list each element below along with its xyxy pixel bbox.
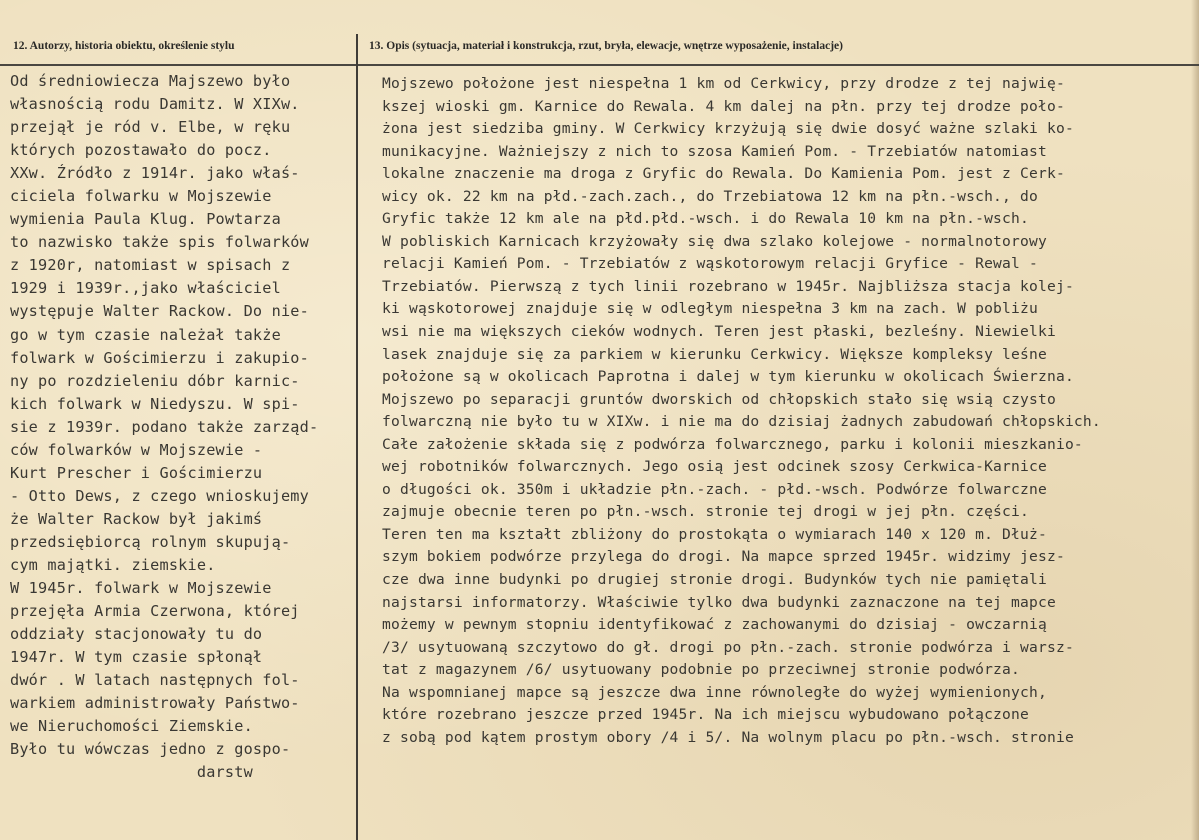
text-line: W pobliskich Karnicach krzyżowały się dwa szlako kolejowe - normalnotorowy bbox=[382, 232, 1047, 250]
text-line: Mojszewo położone jest niespełna 1 km od Cerkwicy, przy drodze z tej najwię- bbox=[382, 75, 1065, 92]
text-line: relacji Kamień Pom. - Trzebiatów z wąskotorowym relacji Gryfice - Rewal - bbox=[382, 255, 1038, 273]
text-line: ciciela folwarku w Mojszewie bbox=[10, 187, 272, 206]
text-line: oddziały stacjonowały tu do bbox=[10, 625, 263, 644]
text-line: Trzebiatów. Pierwszą z tych linii rozebrano w 1945r. Najbliższa stacja kolej- bbox=[382, 277, 1074, 295]
text-line: lokalne znaczenie ma droga z Gryfic do Rewala. Do Kamienia Pom. jest z Cerk- bbox=[382, 165, 1065, 183]
text-line: wymienia Paula Klug. Powtarza bbox=[10, 210, 281, 229]
text-line: XXw. Źródło z 1914r. jako właś- bbox=[10, 164, 300, 183]
text-line: występuje Walter Rackow. Do nie- bbox=[10, 302, 309, 321]
text-line: żona jest siedziba gminy. W Cerkwicy krzyżują się dwie dosyć ważne szlaki ko- bbox=[382, 120, 1074, 138]
text-line: przejęła Armia Czerwona, której bbox=[10, 602, 300, 621]
text-line: sie z 1939r. podano także zarząd- bbox=[10, 417, 319, 436]
text-line: kich folwark w Niedyszu. W spi- bbox=[10, 394, 300, 413]
text-line: o długości ok. 350m i układzie płn.-zach. - płd.-wsch. Podwórze folwarczne bbox=[382, 480, 1047, 498]
header-rule-left bbox=[0, 64, 358, 66]
text-line: warkiem administrowały Państwo- bbox=[10, 694, 300, 713]
text-line: cym majątki. ziemskie. bbox=[10, 555, 216, 574]
text-line: ny po rozdzieleniu dóbr karnic- bbox=[10, 371, 300, 390]
description-text-column bbox=[382, 73, 1197, 749]
text-line: zajmuje obecnie teren po płn.-wsch. stronie tej drogi w jej płn. części. bbox=[382, 503, 1030, 521]
column-divider bbox=[356, 34, 358, 840]
text-line: ców folwarków w Mojszewie - bbox=[10, 440, 263, 459]
text-line: których pozostawało do pocz. bbox=[10, 141, 272, 160]
header-rule-right bbox=[357, 64, 1199, 66]
text-line: z 1920r, natomiast w spisach z bbox=[10, 256, 291, 275]
text-line: własnością rodu Damitz. W XIXw. bbox=[10, 95, 300, 114]
text-line: 1929 i 1939r.,jako właściciel bbox=[10, 279, 281, 298]
section-12-header: 12. Autorzy, historia obiektu, określenie stylu bbox=[13, 40, 235, 52]
text-line: we Nieruchomości Ziemskie. bbox=[10, 717, 253, 736]
text-line: ki wąskotorowej znajduje się w odległym niespełna 3 km na zach. W pobliżu bbox=[382, 300, 1038, 318]
text-line: wsi nie ma większych cieków wodnych. Teren jest płaski, bezleśny. Niewielki bbox=[382, 323, 1056, 341]
text-line: munikacyjne. Ważniejszy z nich to szosa Kamień Pom. - Trzebiatów natomiast bbox=[382, 142, 1047, 160]
text-line: lasek znajduje się za parkiem w kierunku Cerkwicy. Większe kompleksy leśne bbox=[382, 345, 1047, 363]
text-line: Było tu wówczas jedno z gospo- bbox=[10, 740, 291, 759]
text-line: z sobą pod kątem prostym obory /4 i 5/. Na wolnym placu po płn.-wsch. stronie bbox=[382, 728, 1074, 746]
text-line: Całe założenie składa się z podwórza folwarcznego, parku i kolonii mieszkanio- bbox=[382, 435, 1083, 453]
text-line: go w tym czasie należał także bbox=[10, 325, 281, 344]
text-line: które rozebrano jeszcze przed 1945r. Na ich miejscu wybudowano połączone bbox=[382, 706, 1030, 724]
text-line: Na wspomnianej mapce są jeszcze dwa inne równoległe do wyżej wymienionych, bbox=[382, 683, 1047, 701]
text-line: to nazwisko także spis folwarków bbox=[10, 233, 309, 252]
text-line: - Otto Dews, z czego wnioskujemy bbox=[10, 486, 309, 505]
text-line: dwór . W latach następnych fol- bbox=[10, 671, 300, 690]
text-line: położone są w okolicach Paprotna i dalej w tym kierunku w okolicach Świerzna. bbox=[382, 368, 1074, 386]
text-line: możemy w pewnym stopniu identyfikować z zachowanymi do dzisiaj - owczarnią bbox=[382, 616, 1047, 634]
text-line: najstarsi informatorzy. Właściwie tylko dwa budynki zaznaczone na tej mapce bbox=[382, 593, 1056, 611]
text-line: tat z magazynem /6/ usytuowany podobnie po przeciwnej stronie podwórza. bbox=[382, 661, 1021, 679]
text-line: wicy ok. 22 km na płd.-zach.zach., do Trzebiatowa 12 km na płn.-wsch., do bbox=[382, 187, 1038, 205]
text-line: 1947r. W tym czasie spłonął bbox=[10, 648, 263, 667]
text-line: folwarczną nie było tu w XIXw. i nie ma do dzisiaj żadnych zabudowań chłopskich. bbox=[382, 413, 1101, 431]
text-line: Gryfic także 12 km ale na płd.płd.-wsch. i do Rewala 10 km na płn.-wsch. bbox=[382, 210, 1030, 228]
text-line: szym bokiem podwórze przylega do drogi. Na mapce sprzed 1945r. widzimy jesz- bbox=[382, 548, 1065, 566]
text-line: że Walter Rackow był jakimś bbox=[10, 509, 263, 528]
text-line: W 1945r. folwark w Mojszewie bbox=[10, 579, 272, 598]
history-text-column bbox=[10, 70, 355, 784]
text-line: przedsiębiorcą rolnym skupują- bbox=[10, 532, 291, 551]
section-13-header: 13. Opis (sytuacja, materiał i konstrukcja, rzut, bryła, elewacje, wnętrze wyposażenie, instalacje) bbox=[369, 40, 843, 52]
text-line: /3/ usytuowaną szczytowo do gł. drogi po płn.-zach. stronie podwórza i warsz- bbox=[382, 638, 1074, 656]
text-line: wej robotników folwarcznych. Jego osią jest odcinek szosy Cerkwica-Karnice bbox=[382, 458, 1047, 476]
text-line: przejął je ród v. Elbe, w ręku bbox=[10, 118, 291, 137]
text-line: Kurt Prescher i Gościmierzu bbox=[10, 463, 263, 482]
text-line: darstw bbox=[10, 763, 253, 782]
text-line: kszej wioski gm. Karnice do Rewala. 4 km dalej na płn. przy tej drodze poło- bbox=[382, 97, 1065, 115]
text-line: Teren ten ma kształt zbliżony do prostokąta o wymiarach 140 x 120 m. Dłuż- bbox=[382, 525, 1047, 543]
text-line: Mojszewo po separacji gruntów dworskich od chłopskich stało się wsią czysto bbox=[382, 390, 1056, 408]
text-line: folwark w Gościmierzu i zakupio- bbox=[10, 348, 309, 367]
text-line: Od średniowiecza Majszewo było bbox=[10, 72, 291, 90]
text-line: cze dwa inne budynki po drugiej stronie drogi. Budynków tych nie pamiętali bbox=[382, 571, 1047, 589]
